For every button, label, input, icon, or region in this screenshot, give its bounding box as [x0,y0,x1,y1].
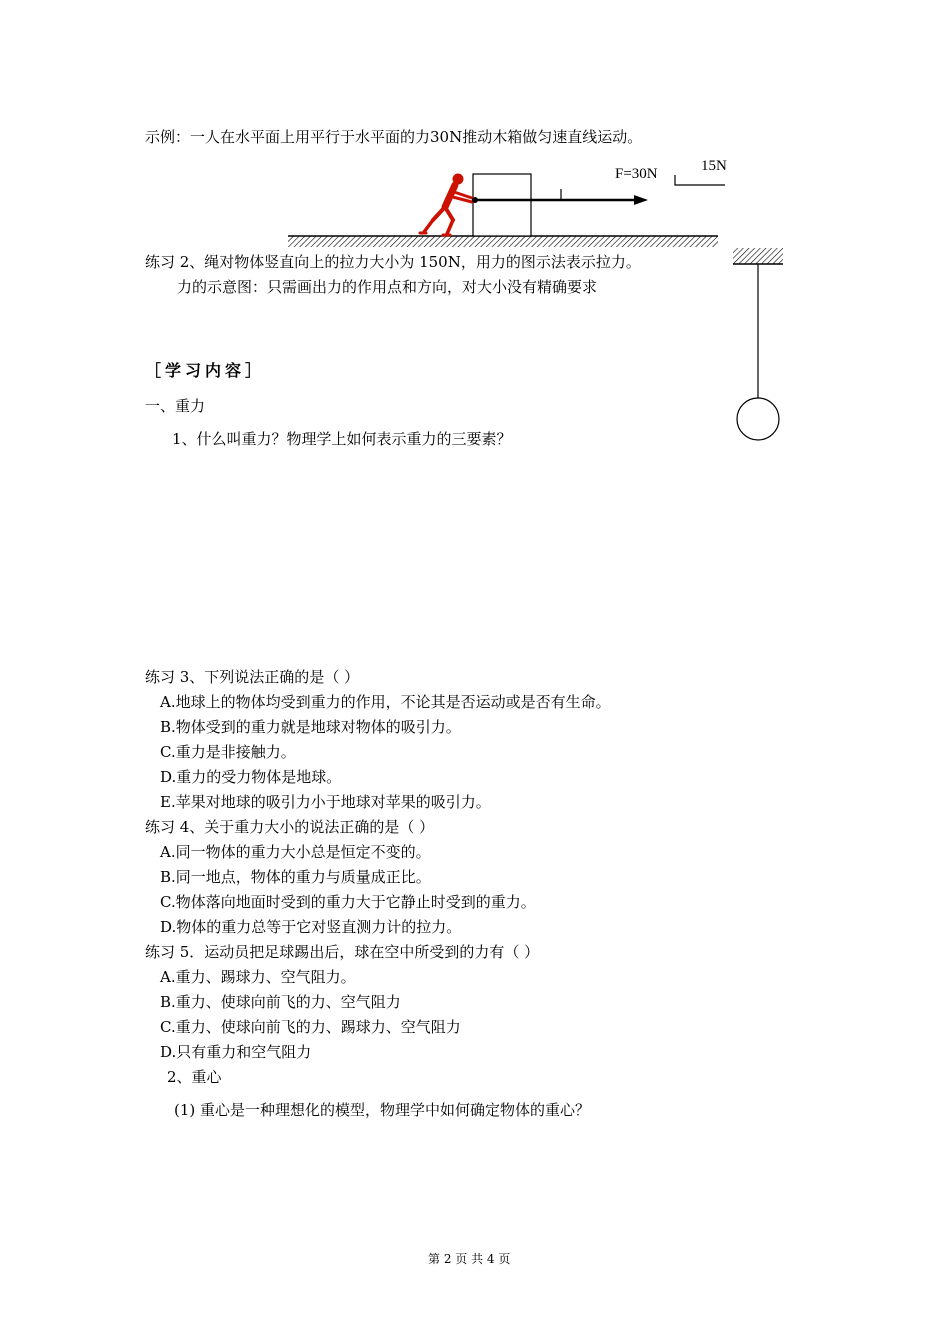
section-heading: ［学习内容］ [145,361,266,380]
exercise3-stem: 练习 3、下列说法正确的是（ ） [145,668,360,686]
exercise4-option: C.物体落向地面时受到的重力大于它静止时受到的重力。 [160,893,536,911]
crate-icon [473,174,531,236]
exercise3-option: C.重力是非接触力。 [160,743,296,761]
ball [737,398,779,440]
exercise2-line1: 练习 2、绳对物体竖直向上的拉力大小为 150N，用力的图示法表示拉力。 [145,253,641,271]
ground-hatch [288,236,718,247]
exercise3-option: A.地球上的物体均受到重力的作用，不论其是否运动或是否有生命。 [160,693,611,711]
exercise4-stem: 练习 4、关于重力大小的说法正确的是（ ） [145,818,435,836]
ceiling-hatch [733,248,783,264]
exercise2-line2: 力的示意图：只需画出力的作用点和方向，对大小没有精确要求 [177,278,598,296]
exercise5-stem: 练习 5．运动员把足球踢出后，球在空中所受到的力有（ ） [145,943,540,961]
section2-q1: (1) 重心是一种理想化的模型，物理学中如何确定物体的重心？ [174,1101,591,1119]
exercise3-option: B.物体受到的重力就是地球对物体的吸引力。 [160,718,461,736]
section2-title: 2、重心 [167,1068,222,1086]
hanging-ball-icon [730,244,790,444]
scale-label: 15N [701,158,727,174]
exercise4-option: A.同一物体的重力大小总是恒定不变的。 [160,843,431,861]
exercise5-option: C.重力、使球向前飞的力、踢球力、空气阻力 [160,1018,461,1036]
exercise5-option: B.重力、使球向前飞的力、空气阻力 [160,993,401,1011]
force-arrow-head [634,195,648,205]
exercise5-option: A.重力、踢球力、空气阻力。 [160,968,356,986]
page-footer: 第 2 页 共 4 页 [428,1252,511,1266]
exercise4-option: D.物体的重力总等于它对竖直测力计的拉力。 [160,918,462,936]
exercise3-option: E.苹果对地球的吸引力小于地球对苹果的吸引力。 [160,793,491,811]
force-label: F=30N [615,166,658,182]
push-diagram [285,165,725,250]
exercise4-option: B.同一地点，物体的重力与质量成正比。 [160,868,431,886]
section1-q1: 1、什么叫重力？物理学上如何表示重力的三要素？ [172,430,512,448]
pushing-person-icon [420,174,472,235]
scale-bracket [675,175,725,185]
exercise5-option: D.只有重力和空气阻力 [160,1043,312,1061]
exercise3-option: D.重力的受力物体是地球。 [160,768,342,786]
example-text: 示例：一人在水平面上用平行于水平面的力30N推动木箱做匀速直线运动。 [145,128,643,146]
section1-title: 一、重力 [145,397,206,415]
